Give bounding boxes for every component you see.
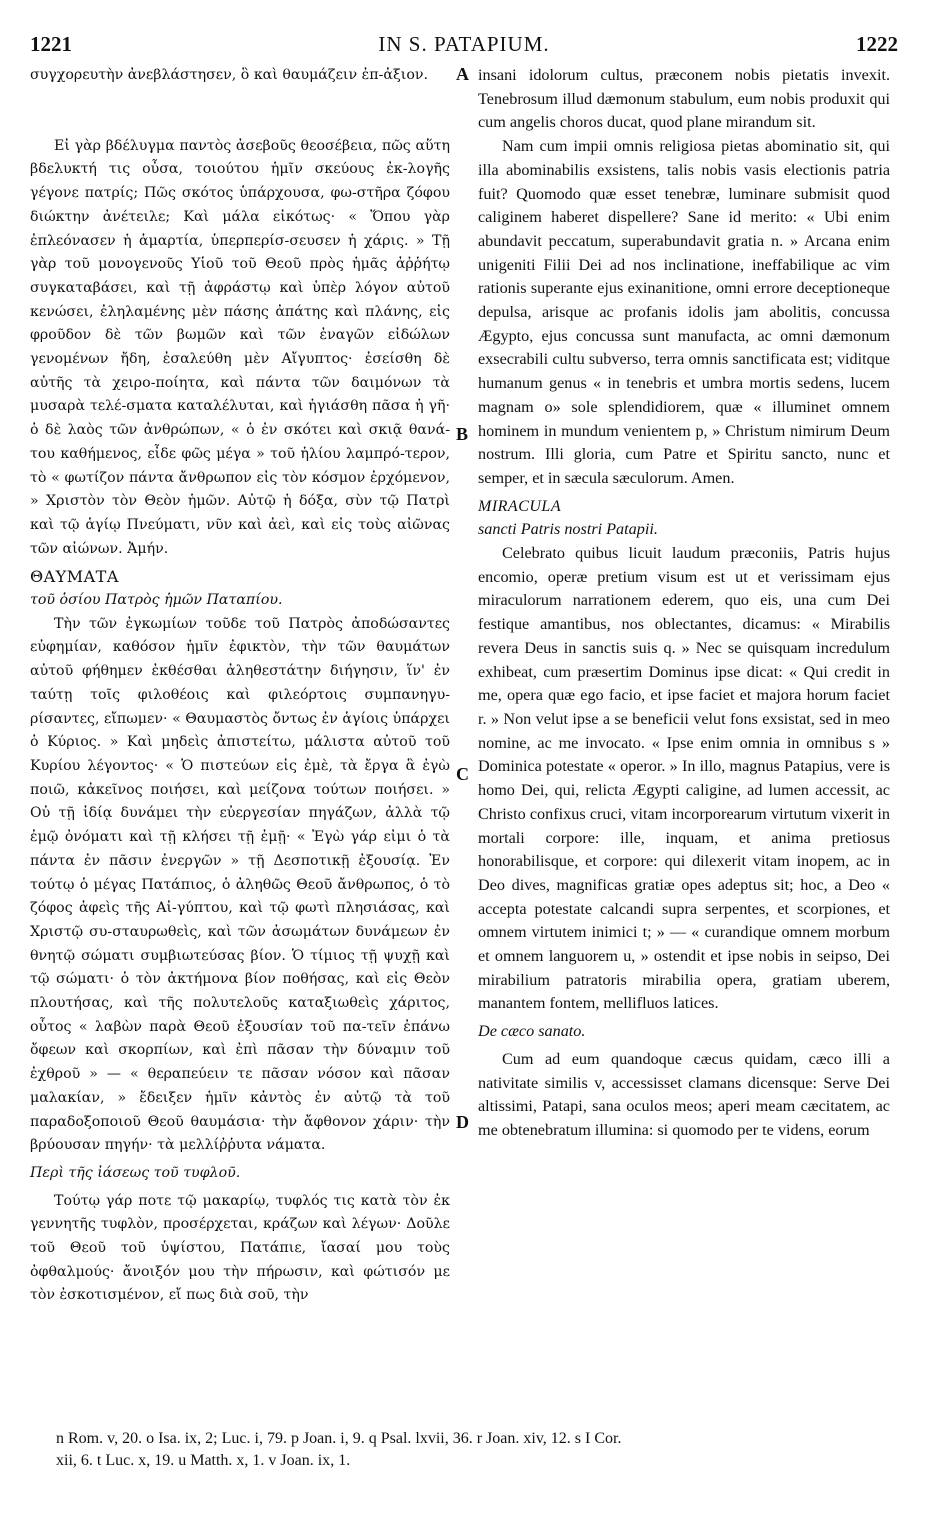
greek-paragraph: Εἰ γὰρ βδέλυγμα παντὸς ἀσεβοῦς θεοσέβεια, πῶς αὕτη βδελυκτή τις οὖσα, τοιούτου ἡμῖν σκεύους ἐκ-λογῆς γέγονε πατρίς; Πῶς σκότος ὑπάρχουσα, φω-στῆρα ζόφου διώκτην ἀνέτειλε; Καὶ μάλα εἰκότως· « Ὅπου γὰρ ἐπλεόνασεν ἡ ἁμαρτία, ὑπερπερίσ-σευσεν ἡ χάρις. » Τῇ γὰρ τοῦ μονογενοῦς Υἱοῦ τοῦ Θεοῦ πρὸς ἡμᾶς ἀῤῥήτῳ συγκαταβάσει, καὶ τῇ ἀφράστῳ καὶ ὑπὲρ λόγον αὐτοῦ κενώσει, ἐληλαμένης μὲν πάσης ἀπάτης καὶ πλάνης, εἰς φροῦδον δὲ τῶν βωμῶν καὶ τῶν ἐναγῶν εἰδώλων γενομένων ἤδη, ἐσαλεύθη μὲν Αἴγυπτος· ἐσείσθη δὲ αὐτῆς τὰ χειρο-ποίητα, καὶ πάντα τῶν δαιμόνων τὰ μυσαρὰ τελέ-σματα καταλέλυται, καὶ ἡγιάσθη πᾶσα ἡ γῆ· ὁ δὲ λαὸς τῶν ἀνθρώπων, « ὁ ἐν σκότει καὶ σκιᾷ θανά-του καθήμενος, εἶδε φῶς μέγα » τοῦ ἡλίου λαμπρό-τερον, τὸ « φωτίζον πάντα ἄνθρωπον εἰς τὸν κόσμον ἐρχόμενον, » Χριστὸν τὸν Θεὸν ἡμῶν. Αὐτῷ ἡ δόξα, σὺν τῷ Πατρὶ καὶ τῷ ἁγίῳ Πνεύματι, νῦν καὶ ἀεὶ, καὶ εἰς τοὺς αἰῶνας τῶν αἰώνων. Ἀμήν. — [30, 137, 450, 557]
right-column-number: 1222 — [856, 32, 898, 56]
latin-subsection-title: De cæco sanato. — [478, 1022, 586, 1041]
margin-marker-c: C — [456, 764, 469, 784]
greek-section-subtitle: τοῦ ὁσίου Πατρὸς ἡμῶν Παταπίου. — [30, 592, 283, 609]
footnote-line: n Rom. v, 20. o Isa. ix, 2; Luc. i, 79. p Joan. i, 9. q Psal. lxvii, 36. r Joan. xiv, 12. s I Cor. — [56, 1430, 622, 1447]
latin-section-subtitle: sancti Patris nostri Patapii. — [478, 520, 658, 539]
footnotes — [58, 1428, 898, 1472]
greek-subsection-title: Περὶ τῆς ἰάσεως τοῦ τυφλοῦ. — [30, 1164, 241, 1181]
margin-marker-d: D — [456, 1112, 469, 1132]
latin-paragraph: Celebrato quibus licuit laudum præconiis, Patris hujus encomio, operæ pretium visum est ut et verissimam ejus miraculorum narrationem ederem, quo eis, una cum Dei festique amantibus, nos oblectantes, dicamus: « Mirabilis revera Deus in sanctis suis q. » Nec se quisquam incredulum exhibeat, cum præsertim Dominus ipse dicat: « Qui credit in me, opera quæ ego facio, et ipse faciet et majora horum faciet r. » Non velut ipse a se beneficii velut fons exsistat, sed in meo nomine, ac me invocato. « Ipse enim omnia in omnibus s » Dominica potestate « operor. » In illo, magnus Patapius, vere is homo Dei, qui, relicta Ægypti caligine, ad lumen accessit, ac Christo confixus cruci, vitam incorporearum virtutum vixerit in mortali corpore: ille, inquam, et anima pretiosus honorabilisque, et corpore: qui dilexerit vitam inopem, ac in Deo dives, magnificas gratiæ opes adeptus sit; hoc, a Deo « accepta potestate calcandi supra serpentes, et scorpiones, et omnem virtutem inimici t; » — « curandique omnem morbum et omnem languorem u, » ostendit et ipse nobis in seipso, Dei mirabilium patratoris mirabilia opera, gratiam uberem, manantem fontem, mellifluos latices. — [478, 544, 890, 1013]
greek-paragraph: συγχορευτὴν ἀνεβλάστησεν, ὃ καὶ θαυμάζειν ἐπ-ἀξιον. — [30, 67, 428, 83]
margin-marker-b: B — [456, 424, 469, 444]
latin-section-title: MIRACULA — [478, 497, 562, 515]
running-title: IN S. PATAPIUM. — [378, 32, 550, 56]
latin-paragraph: Cum ad eum quandoque cæcus quidam, cæco illi a nativitate similis v, accessisset clamans dicensque: Serve Dei altissimi, Patapi, sana oculos meos; aperi meam cæcitatem, ac me obtenebratum illumina: si quomodo per te videns, eorum — [478, 1049, 890, 1139]
greek-section-title: ΘΑΥΜΑΤΑ — [30, 567, 119, 587]
latin-column — [478, 64, 890, 1143]
left-column-number: 1221 — [30, 32, 72, 56]
greek-column — [30, 64, 450, 1308]
greek-paragraph: Τούτῳ γάρ ποτε τῷ μακαρίῳ, τυφλός τις κατὰ τὸν ἐκ γεννητῆς τυφλὸν, προσέρχεται, κράζων καὶ λέγων· Δοῦλε τοῦ Θεοῦ τοῦ ὑψίστου, Πατάπιε, ἴασαί μου τοὺς ὀφθαλμούς· ἄνοιξόν μου τὴν πήρωσιν, καὶ φώτισόν με τὸν ἐσκοτισμένον, εἴ πως διὰ σοῦ, τὴν — [30, 1192, 450, 1304]
margin-marker-a: A — [456, 64, 469, 84]
page-header — [30, 32, 898, 60]
latin-paragraph: insani idolorum cultus, præconem nobis pietatis invexit. Tenebrosum illud dæmonum stabulum, eum nobis produxit qui cum angelis choros ducat, quod plane mirandum sit. — [478, 66, 890, 132]
footnote-line: xii, 6. t Luc. x, 19. u Matth. x, 1. v Joan. ix, 1. — [56, 1452, 351, 1469]
latin-paragraph: Nam cum impii omnis religiosa pietas abominatio sit, qui illa abominabilis exsistens, talis nobis vasis electionis patria fuit? Quomodo quæ esset tenebræ, luminare submisit quod caliginem haberet dispellere? Sane id merito: « Ubi enim abundavit peccatum, superabundavit gratia n. » Arcana enim unigeniti Filii Dei ad nos inclinatione, ineffabilique ac vim rationis superante ejus exinanitione, omni errore deceptioneque depulsa, arisque ac profanis idolis jam abolitis, concussa Ægypto, ejus concussa sunt manufacta, ac omni dæmonum exsecrabili cultu subverso, terra omnis sanctificata est; viditque humanum genus « in tenebris et umbra mortis sedens, lucem magnam o» sole splendidiorem, quæ « illuminet omnem hominem in mundum venientem p, » Christum nimirum Deum nostrum. Illi gloria, cum Patre et Spiritu sancto, nunc et semper, et in sæcula sæculorum. Amen. — [478, 137, 890, 487]
greek-paragraph: Τὴν τῶν ἐγκωμίων τοῦδε τοῦ Πατρὸς ἀποδώσαντες εὐφημίαν, καθόσον ἡμῖν ἐφικτὸν, τὴν τῶν θαυμάτων αὐτοῦ φήθημεν ἐκθέσθαι ἀληθεστάτην διήγησιν, ἵν' ἐν ταύτῃ τοῖς φιλοθέοις καὶ φιλεόρτοις συμπανηγυ-ρίσαντες, εἴπωμεν· « Θαυμαστὸς ὄντως ἐν ἁγίοις ὑπάρχει ὁ Κύριος. » Καὶ μηδεὶς ἀπιστείτω, μάλιστα αὐτοῦ τοῦ Κυρίου λέγοντος· « Ὁ πιστεύων εἰς ἐμὲ, τὰ ἔργα ἃ ἐγὼ ποιῶ, κἀκεῖνος ποιήσει, καὶ μείζονα τούτων ποιήσει. » Οὐ τῇ ἰδίᾳ δυνάμει τὴν εὐεργεσίαν πηγάζων, ἀλλὰ τῷ ἐμῷ ὀνόματι καὶ τῇ κλήσει τῇ ἐμῇ· « Ἐγὼ γάρ εἰμι ὁ τὰ πάντα ἐν πᾶσιν ἐνεργῶν » τῇ Δεσποτικῇ ἐξουσίᾳ. Ἐν τούτῳ ὁ μέγας Πατάπιος, ὁ ἀληθῶς Θεοῦ ἄνθρωπος, ὁ τὸ ζόφος ἀφεὶς τῆς Αἰ-γύπτου, καὶ τῷ φωτὶ πλησιάσας, καὶ Χριστῷ συ-σταυρωθεὶς, καὶ τῶν ἀσωμάτων δυνάμεων ἐν θνητῷ σώματι συμβιωτεύσας βίον. Ὁ τίμιος τῇ ψυχῇ καὶ τῷ σώματι· ὁ τὸν ἀκτήμονα βίον ποθήσας, καὶ εἰς Θεὸν πλουτήσας, καὶ τῆς πολυτελοῦς καταξιωθεὶς χάριτος, οὗτος « λαβὼν παρὰ Θεοῦ ἐξουσίαν τοῦ πα-τεῖν ἐπάνω ὄφεων καὶ σκορπίων, καὶ ἐπὶ πᾶσαν τὴν δύναμιν τοῦ ἐχθροῦ » — « θεραπεύειν τε πᾶσαν νόσον καὶ πᾶσαν μαλακίαν, » ἔδειξεν ἡμῖν κἀντὸς ἐν αὐτῷ τὰ τοῦ παραδοξοποιοῦ Θεοῦ θαυμάσια· τὴν ἄφθονον χάριν· τὴν βρύουσαν πηγήν· τὰ μελλίῤῥυτα νάματα. — [30, 615, 450, 1154]
